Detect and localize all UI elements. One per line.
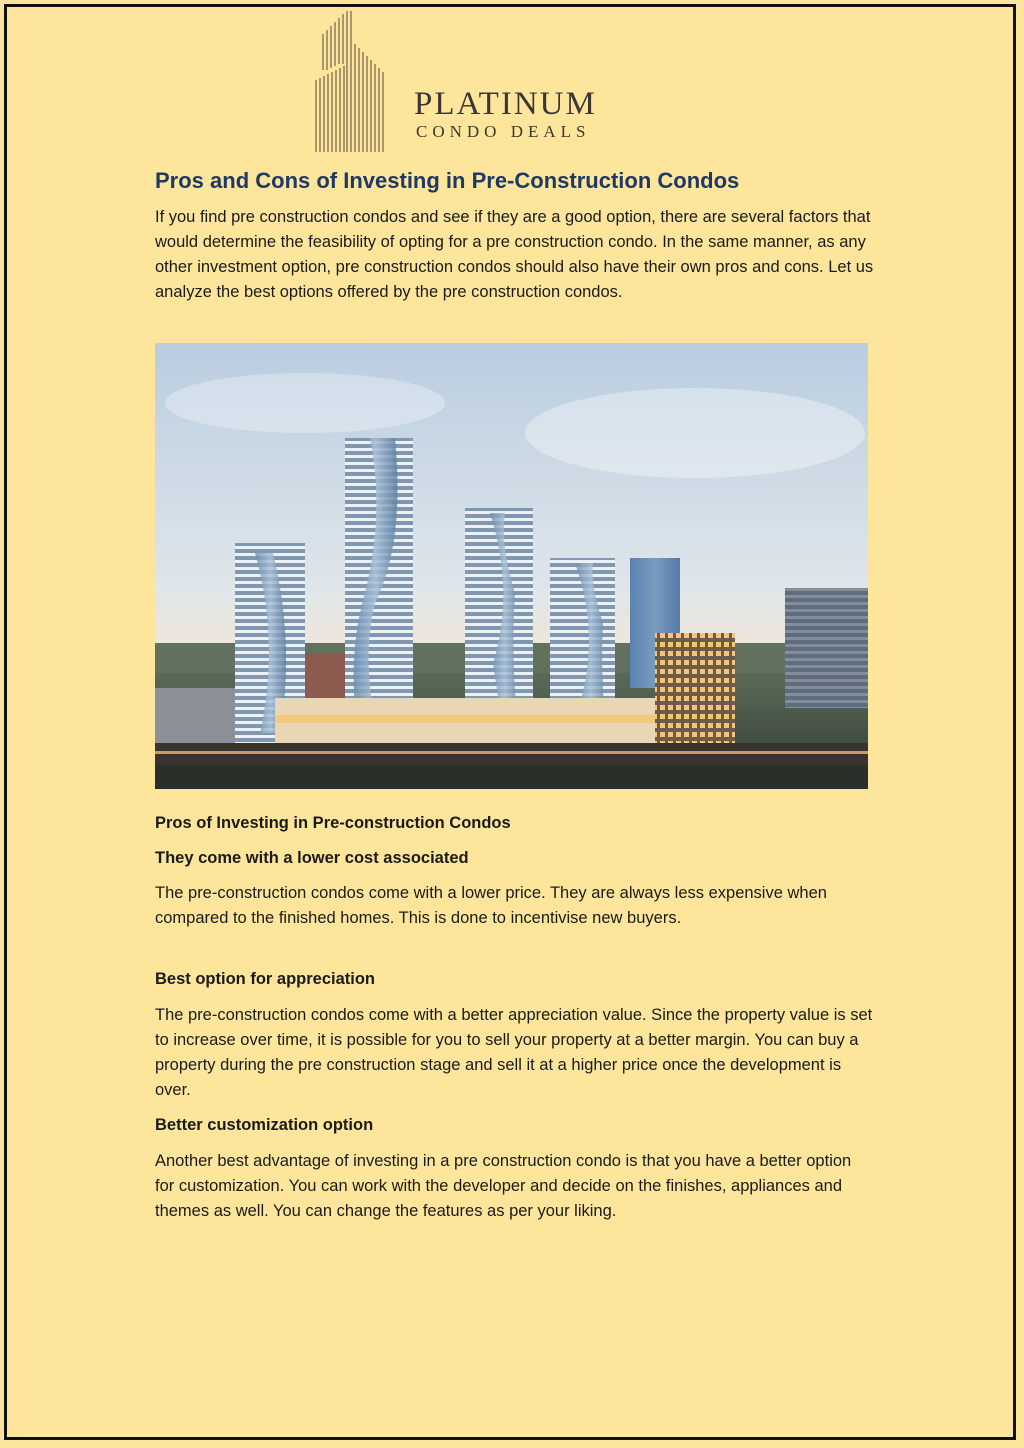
article	[155, 166, 875, 1224]
logo-brand-name: PLATINUM	[414, 86, 597, 122]
section-body-customization: Another best advantage of investing in a pre construction condo is that you have a better option for customization. You can work with the developer and decide on the finishes, appliances and themes as well. You can change the features as per your liking.	[155, 1152, 852, 1220]
logo-brand-subtitle: CONDO DEALS	[416, 122, 591, 141]
section-body-appreciation: The pre-construction condos come with a better appreciation value. Since the property value is set to increase over time, it is possible for you to sell your property at a better margin. You can buy a property during the pre construction stage and sell it at a higher price once the development is over.	[155, 1006, 873, 1099]
intro-paragraph: If you find pre construction condos and see if they are a good option, there are several factors that would determine the feasibility of opting for a pre construction condo. In the same manner, as any other investment option, pre construction condos should also have their own pros and cons. Let us analyze the best options offered by the pre construction condos.	[155, 208, 874, 301]
condo-towers-photo	[155, 343, 868, 789]
article-title: Pros and Cons of Investing in Pre-Construction Condos	[155, 168, 740, 193]
section-body-lower-cost: The pre-construction condos come with a lower price. They are always less expensive when compared to the finished homes. This is done to incentivise new buyers.	[155, 884, 827, 927]
section-heading-lower-cost: They come with a lower cost associated	[155, 849, 469, 867]
section-heading-appreciation: Best option for appreciation	[155, 970, 376, 988]
section-heading-customization: Better customization option	[155, 1116, 374, 1134]
pros-heading: Pros of Investing in Pre-construction Condos	[155, 814, 511, 832]
